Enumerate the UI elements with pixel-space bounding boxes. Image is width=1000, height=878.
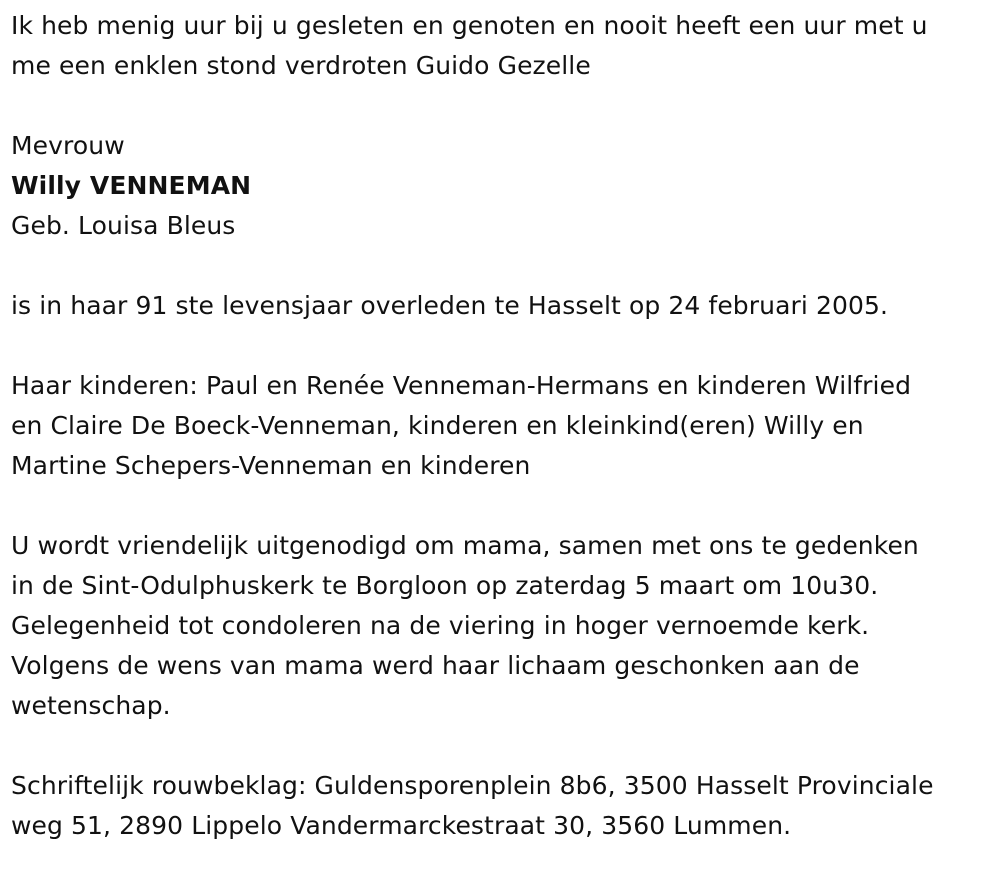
deceased-block [11,126,993,246]
birth-name: Geb. Louisa Bleus [11,211,236,240]
spacer [11,326,993,366]
children-paragraph [11,366,993,486]
announcement [11,286,993,326]
condolences-paragraph [11,766,993,846]
invitation-paragraph [11,526,993,726]
spacer [11,726,993,766]
condolences-line: Schriftelijk rouwbeklag: Guldensporenplein 8b6, 3500 Hasselt Provinciale [11,771,934,800]
salutation: Mevrouw [11,131,125,160]
invitation-line: wetenschap. [11,691,171,720]
announcement-line: is in haar 91 ste levensjaar overleden te Hasselt op 24 februari 2005. [11,291,889,320]
invitation-line: Gelegenheid tot condoleren na de viering in hoger vernoemde kerk. [11,611,870,640]
obituary-text [11,6,993,846]
condolences-line: weg 51, 2890 Lippelo Vandermarckestraat 30, 3560 Lummen. [11,811,792,840]
invitation-line: Volgens de wens van mama werd haar lichaam geschonken aan de [11,651,860,680]
spacer [11,486,993,526]
spacer [11,86,993,126]
children-line: Martine Schepers-Venneman en kinderen [11,451,531,480]
children-line: Haar kinderen: Paul en Renée Venneman-Hermans en kinderen Wilfried [11,371,912,400]
children-line: en Claire De Boeck-Venneman, kinderen en kleinkind(eren) Willy en [11,411,864,440]
spacer [11,246,993,286]
epigraph-line: me een enklen stond verdroten Guido Gezelle [11,51,591,80]
epigraph [11,6,993,86]
epigraph-line: Ik heb menig uur bij u gesleten en genoten en nooit heeft een uur met u [11,11,928,40]
invitation-line: in de Sint-Odulphuskerk te Borgloon op zaterdag 5 maart om 10u30. [11,571,879,600]
deceased-name: Willy VENNEMAN [11,171,252,200]
invitation-line: U wordt vriendelijk uitgenodigd om mama, samen met ons te gedenken [11,531,919,560]
